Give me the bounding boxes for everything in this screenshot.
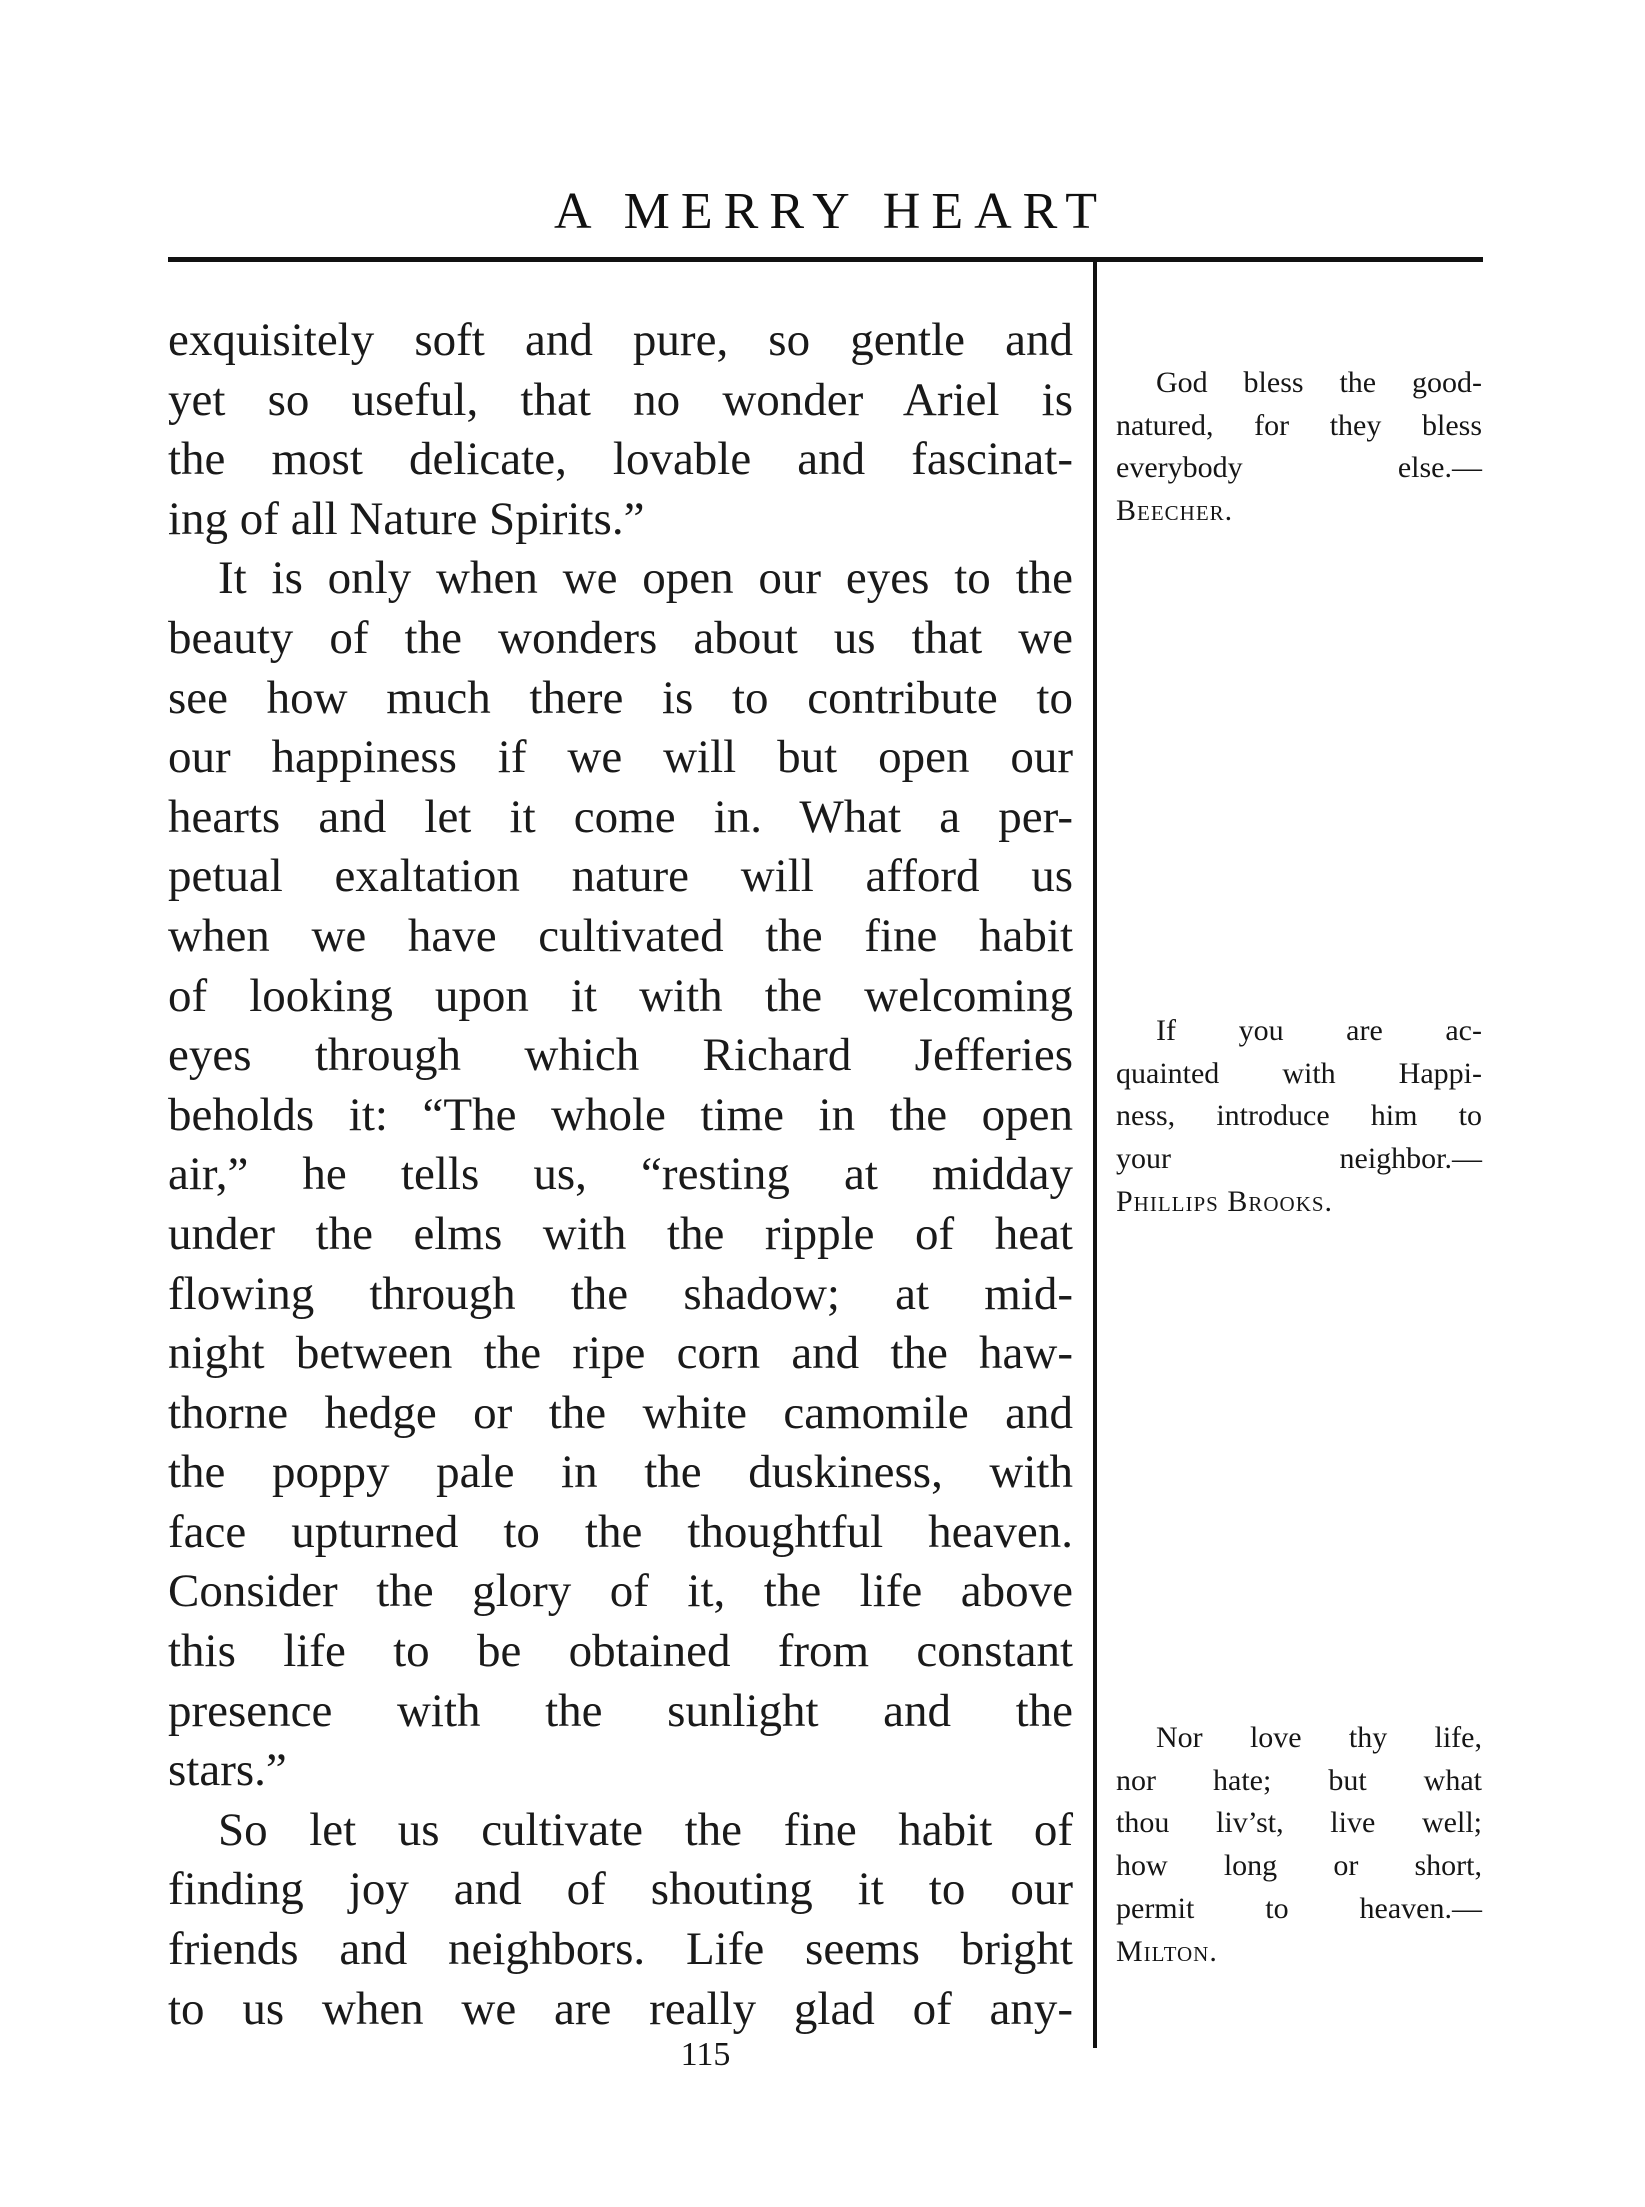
body-line: this life to be obtained from constant: [168, 1625, 1073, 1678]
sidenote-line: quainted with Happi-: [1116, 1056, 1482, 1090]
body-line: It is only when we open our eyes to the: [218, 552, 1073, 605]
sidenote-line: Nor love thy life,: [1156, 1721, 1482, 1754]
body-line: night between the ripe corn and the haw-: [168, 1327, 1073, 1380]
page-number-container: [168, 2033, 1483, 2077]
body-line: our happiness if we will but open our: [168, 731, 1073, 784]
main-text-column: [168, 311, 1073, 2039]
body-line: face upturned to the thoughtful heaven.: [168, 1505, 1073, 1558]
sidenote-author: Milton.: [1116, 1934, 1218, 1968]
sidenote-author: Phillips Brooks.: [1116, 1184, 1334, 1218]
sidenote-author: Beecher.: [1116, 494, 1234, 528]
sidenote-quote-phillips-brooks: [1116, 1010, 1482, 1224]
body-line: presence with the sunlight and the: [168, 1684, 1073, 1737]
body-line: to us when we are really glad of any-: [168, 1982, 1073, 2035]
body-line: exquisitely soft and pure, so gentle and: [168, 314, 1073, 366]
body-line: petual exaltation nature will afford us: [168, 850, 1073, 903]
sidenote-line: thou liv’st, live well;: [1116, 1806, 1482, 1840]
column-divider: [1093, 260, 1097, 2048]
sidenote-quote-milton: [1116, 1717, 1482, 1973]
body-line: air,” he tells us, “resting at midday: [168, 1148, 1073, 1201]
body-line: finding joy and of shouting it to our: [168, 1863, 1073, 1916]
body-line: beauty of the wonders about us that we: [168, 611, 1073, 664]
body-line: eyes through which Richard Jefferies: [168, 1029, 1073, 1082]
sidenote-line: everybody else.—: [1116, 451, 1482, 485]
sidenote-line: how long or short,: [1116, 1849, 1482, 1883]
body-line: under the elms with the ripple of heat: [168, 1207, 1073, 1260]
sidenote-line: ness, introduce him to: [1116, 1099, 1482, 1133]
body-line: the most delicate, lovable and fascinat-: [168, 433, 1073, 486]
body-line: Consider the glory of it, the life above: [168, 1565, 1073, 1618]
sidenote-quote-beecher: [1116, 362, 1482, 533]
body-line: thorne hedge or the white camomile and: [168, 1386, 1073, 1439]
body-line: when we have cultivated the fine habit: [168, 909, 1073, 962]
body-line: the poppy pale in the duskiness, with: [168, 1446, 1073, 1499]
body-line: of looking upon it with the welcoming: [168, 969, 1073, 1022]
body-line: So let us cultivate the fine habit of: [218, 1803, 1073, 1856]
body-line: hearts and let it come in. What a per-: [168, 790, 1073, 843]
sidenote-line: natured, for they bless: [1116, 408, 1482, 442]
header-rule: [168, 257, 1483, 262]
body-line: friends and neighbors. Life seems bright: [168, 1923, 1073, 1976]
sidenote-line: God bless the good-: [1156, 366, 1482, 399]
body-line: ing of all Nature Spirits.”: [168, 492, 645, 545]
sidenote-line: your neighbor.—: [1116, 1142, 1482, 1176]
sidenote-line: If you are ac-: [1156, 1014, 1482, 1047]
body-line: beholds it: “The whole time in the open: [168, 1088, 1073, 1141]
body-line: see how much there is to contribute to: [168, 671, 1073, 724]
body-line: stars.”: [168, 1744, 287, 1797]
sidenote-line: permit to heaven.—: [1116, 1891, 1482, 1925]
page-number: 115: [680, 2036, 731, 2073]
sidenote-line: nor hate; but what: [1116, 1763, 1482, 1797]
body-line: yet so useful, that no wonder Ariel is: [168, 373, 1073, 426]
body-line: flowing through the shadow; at mid-: [168, 1267, 1073, 1320]
running-head: A MERRY HEART: [554, 183, 1108, 240]
